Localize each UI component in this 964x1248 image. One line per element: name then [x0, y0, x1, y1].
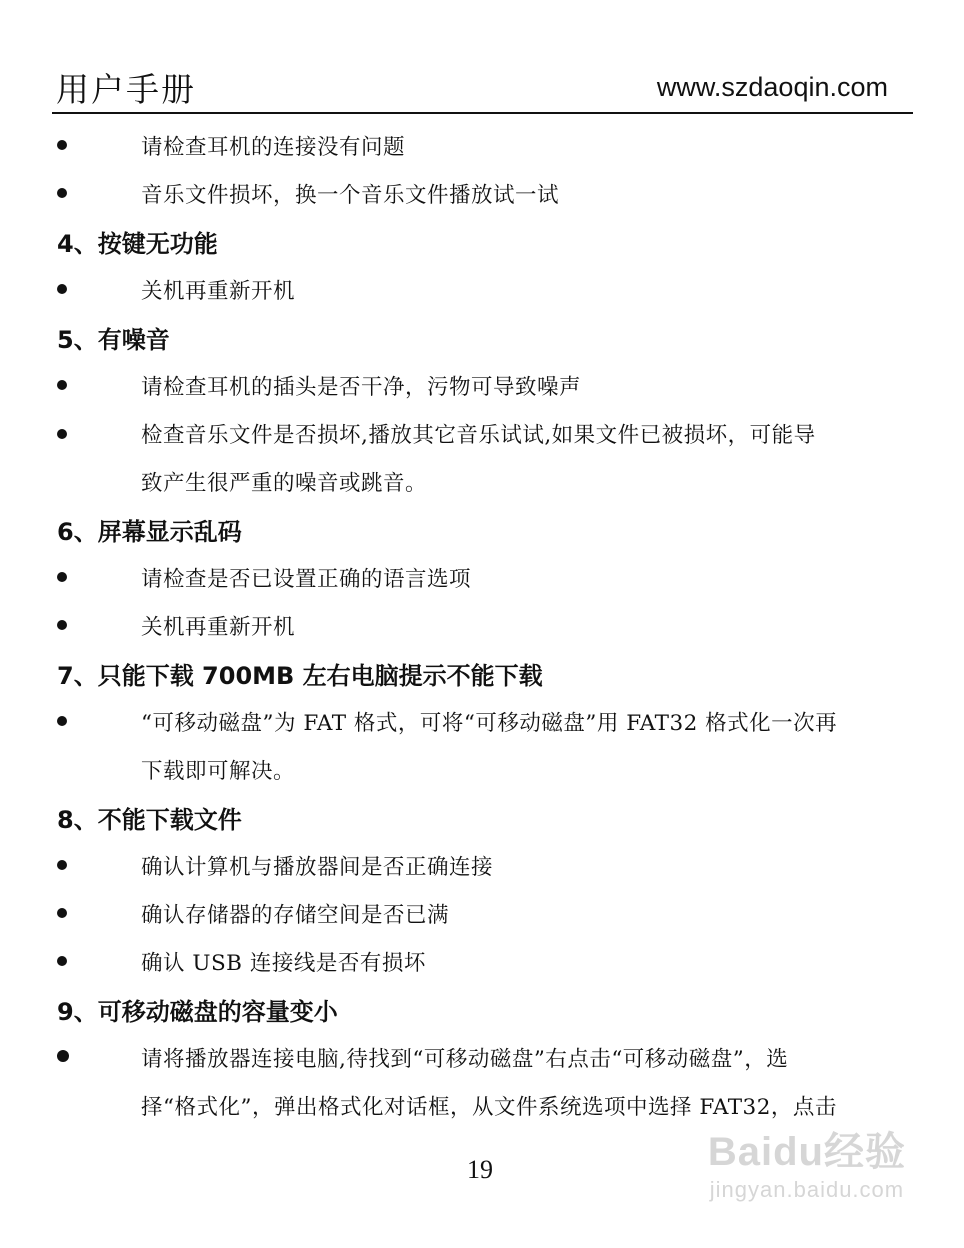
list-item: 检查音乐文件是否损坏,播放其它音乐试试,如果文件已被损坏，可能导 [141, 423, 816, 448]
baidu-watermark [708, 1120, 906, 1203]
list-item-continuation: 致产生很严重的噪音或跳音。 [141, 471, 428, 496]
bullet-icon [57, 620, 67, 630]
list-item: 请将播放器连接电脑,待找到“可移动磁盘”右点击“可移动磁盘”，选 [141, 1047, 789, 1072]
list-item: 请检查耳机的连接没有问题 [141, 135, 406, 160]
list-item: 请检查是否已设置正确的语言选项 [141, 567, 472, 592]
list-item-continuation: 择“格式化”，弹出格式化对话框，从文件系统选项中选择 FAT32，点击 [141, 1095, 837, 1120]
bullet-icon [57, 860, 67, 870]
section-heading: 4、按键无功能 [57, 230, 218, 258]
bullet-icon [57, 956, 67, 966]
watermark-logo: Baidu经验 [707, 1130, 906, 1174]
list-item: 确认存储器的存储空间是否已满 [141, 903, 450, 928]
page-header-title: 用户手册 [56, 70, 196, 109]
bullet-icon [57, 380, 67, 390]
page-number: 19 [467, 1155, 493, 1184]
bullet-icon [57, 429, 67, 439]
page-header-url: www.szdaoqin.com [656, 72, 888, 102]
bullet-icon [57, 140, 67, 150]
list-item: 确认 USB 连接线是否有损坏 [141, 951, 426, 976]
bullet-icon [57, 284, 67, 294]
section-heading: 6、屏幕显示乱码 [57, 518, 242, 546]
list-item: 音乐文件损坏，换一个音乐文件播放试一试 [141, 183, 560, 208]
list-item: 确认计算机与播放器间是否正确连接 [141, 855, 494, 880]
section-heading: 9、可移动磁盘的容量变小 [57, 998, 338, 1026]
section-heading: 8、不能下载文件 [57, 806, 242, 834]
bullet-icon [57, 908, 67, 918]
list-item: 关机再重新开机 [141, 279, 296, 304]
header-divider [52, 112, 913, 114]
bullet-icon [57, 1050, 69, 1062]
bullet-icon [57, 716, 67, 726]
list-item: 请检查耳机的插头是否干净，污物可导致噪声 [141, 375, 582, 400]
watermark-url: jingyan.baidu.com [709, 1177, 905, 1202]
section-heading: 5、有噪音 [57, 326, 170, 354]
list-item: 关机再重新开机 [141, 615, 296, 640]
section-heading: 7、只能下载 700MB 左右电脑提示不能下载 [57, 662, 543, 690]
list-item: “可移动磁盘”为 FAT 格式，可将“可移动磁盘”用 FAT32 格式化一次再 [141, 711, 838, 736]
list-item-continuation: 下载即可解决。 [141, 759, 296, 784]
bullet-icon [57, 188, 67, 198]
bullet-icon [57, 572, 67, 582]
